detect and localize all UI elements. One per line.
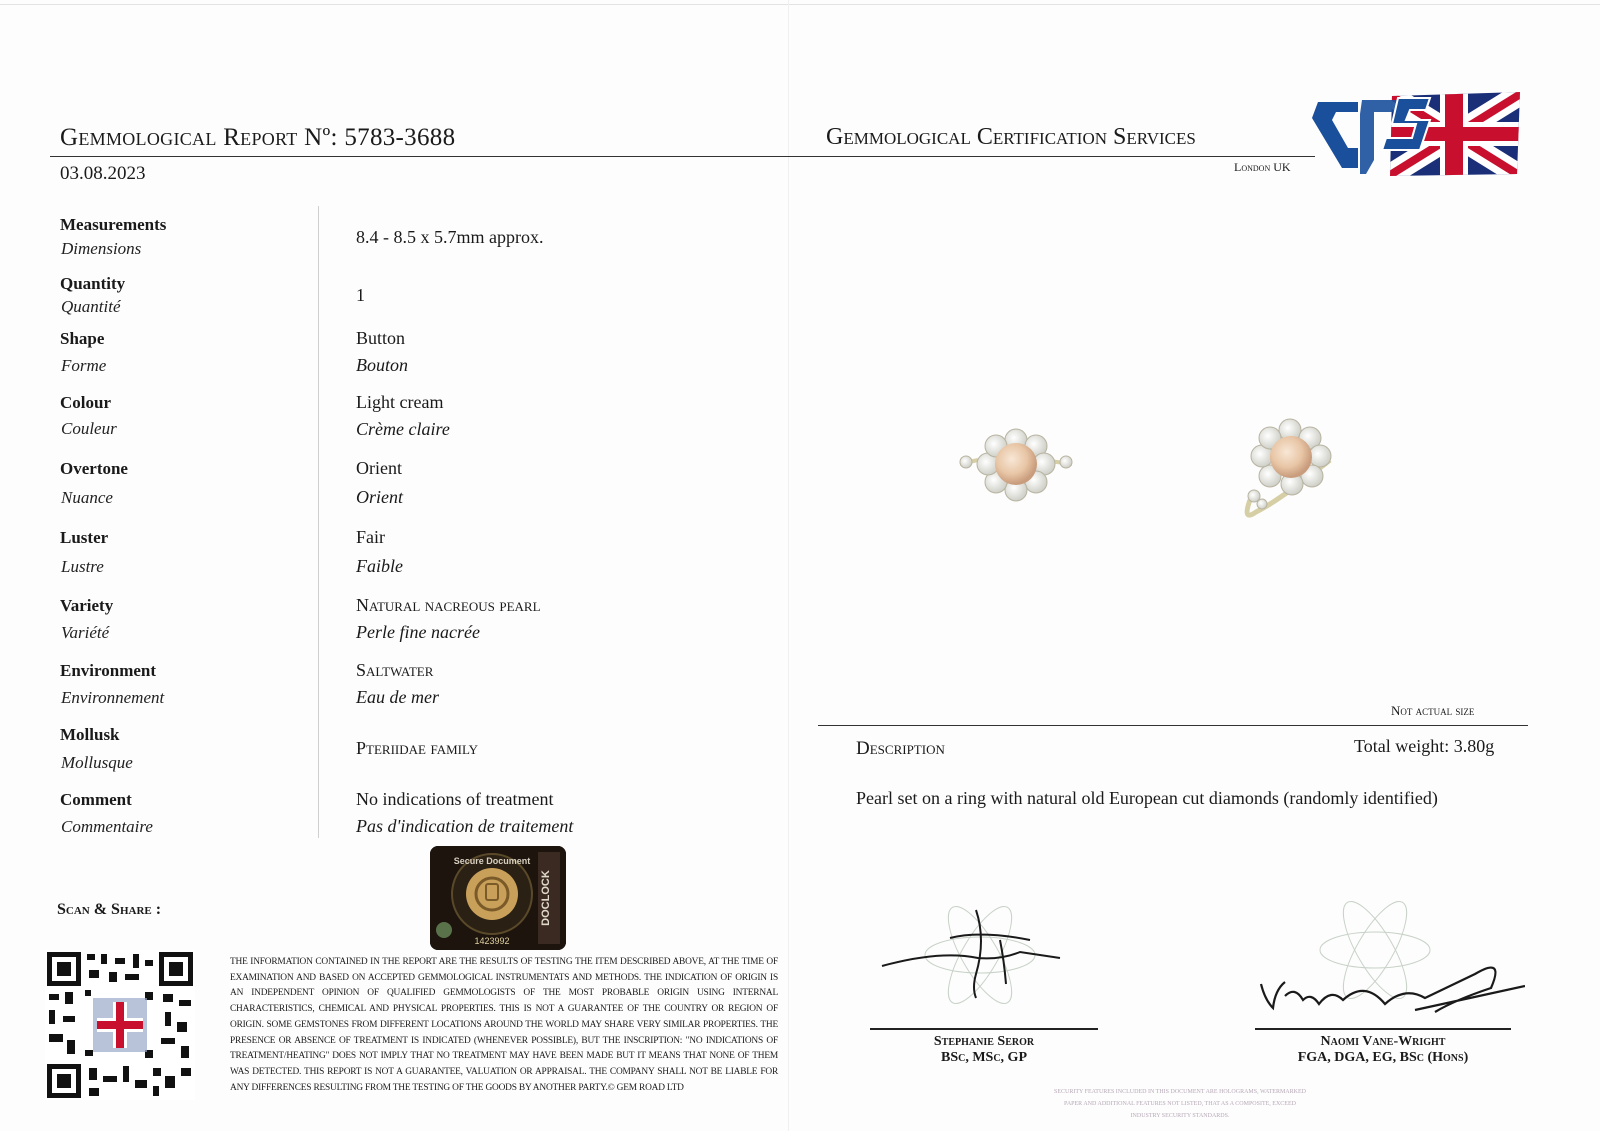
label-shape: Shape [60,329,105,348]
value-environment-fr: Eau de mer [356,687,439,707]
value-luster-fr: Faible [356,556,403,576]
signatory-1-name: Stephanie Seror [933,1034,1035,1049]
label-comment: Comment [60,790,132,809]
signature-1-line [870,1028,1098,1030]
value-overtone: Orient [356,458,402,478]
column-divider [318,206,319,838]
seal-serial: 1423992 [474,936,510,946]
label-colour: Colour [60,393,111,412]
label-quantite: Quantité [61,297,121,316]
doclock-seal [430,846,566,950]
label-nuance: Nuance [61,488,113,507]
label-measurements: Measurements [60,215,167,234]
header-rule [50,156,1315,157]
label-overtone: Overtone [60,459,128,478]
total-weight: Total weight: 3.80g [1354,736,1495,756]
value-quantity: 1 [356,285,365,305]
signature-2-line [1255,1028,1511,1030]
value-colour: Light cream [356,392,444,412]
signature-2 [1255,900,1525,1030]
ring-photo [950,400,1390,550]
label-commentaire: Commentaire [61,817,153,836]
disclaimer-text: THE INFORMATION CONTAINED IN THE REPORT ARE THE RESULTS OF TESTING THE ITEM DESCRIBED ABOVE, AT THE TIME OF EXAMINATION AND BASED ON ACCEPTED GEMMOLOGICAL INSTRUMENTATS AND METHODS. THE INDICATION OF ORIGIN IS AN INDEPENDENT OPINION OF QUALIFIED GEMMOLOGISTS OF THE MOST PROBABLE ORIGIN USING INTERNAL CHARACTERISTICS, CHEMICAL AND PHYSICAL PROPERTIES. THIS IS NOT A GUARANTEE OF THE COUNTRY OR REGION OF ORIGIN. SOME GEMSTONES FROM DIFFERENT LOCATIONS AROUND THE WORLD MAY SHARE VERY SIMILAR PROPERTIES. THE PRESENCE OR ABSENCE OF TREATMENT IS INDICATED (WHENEVER POSSIBLE), BUT THE INSCRIPTION: "NO INDICATIONS OF TREATMENT/HEATING" DOES NOT IMPLY THAT NO TREATMENT MAY HAVE BEEN MADE BUT IT MEANS THAT NONE OF THEM WAS DETECTED. THIS REPORT IS NOT A GUARANTEE, VALUATION OR APPRAISAL. THE COMPANY SHALL NOT BE LIABLE FOR ANY DIFFERENCES RESULTING FROM THE TESTING OF THE GOODS BY ANOTHER PARTY.© GEM ROAD LTD [230,957,778,1093]
label-variety: Variety [60,596,114,615]
value-measurements: 8.4 - 8.5 x 5.7mm approx. [356,227,544,247]
value-overtone-fr: Orient [356,487,403,507]
label-variete: Variété [61,623,110,642]
report-date: 03.08.2023 [60,163,146,184]
company-name: Gemmological Certification Services [826,124,1196,150]
scan-share-label: Scan & Share : [57,901,162,918]
value-variety-fr: Perle fine nacrée [356,622,480,642]
signature-1 [880,900,1080,1025]
value-comment-fr: Pas d'indication de traitement [356,816,574,836]
top-edge [0,4,1600,5]
signatory-2-quals: FGA, DGA, EG, BSc (Hons) [1297,1050,1469,1065]
signatory-1-quals: BSc, MSc, GP [940,1050,1027,1065]
value-colour-fr: Crème claire [356,419,450,439]
company-location: London UK [1234,160,1291,174]
ring-front-view [960,429,1072,501]
label-quantity: Quantity [60,274,126,293]
not-actual-size-note: Not actual size [1391,703,1475,718]
label-environment: Environment [60,661,157,680]
description-text: Pearl set on a ring with natural old European cut diamonds (randomly identified) [856,788,1438,808]
label-lustre: Lustre [61,557,104,576]
label-luster: Luster [60,528,109,547]
page-fold [788,0,789,1131]
description-label: Description [856,738,945,759]
report-title: Gemmological Report Nº: 5783-3688 [60,124,456,151]
label-forme: Forme [61,356,107,375]
gcs-logo [1312,90,1522,178]
value-environment: Saltwater [356,660,434,680]
qr-code[interactable] [45,950,195,1100]
value-luster: Fair [356,527,385,547]
seal-brand: DOCLOCK [540,870,552,926]
description-rule [818,725,1528,726]
label-mollusk: Mollusk [60,725,120,744]
signatory-2-name: Naomi Vane-Wright [1320,1034,1446,1049]
value-variety: Natural nacreous pearl [356,595,541,615]
label-environnement: Environnement [61,688,165,707]
value-shape: Button [356,328,406,348]
value-shape-fr: Bouton [356,355,408,375]
label-dimensions: Dimensions [61,239,142,258]
ring-side-view [1247,419,1331,515]
security-note: SECURITY FEATURES INCLUDED IN THIS DOCUMENT ARE HOLOGRAMS, WATERMARKED PAPER AND ADDITIONAL FEATURES NOT LISTED, THAT AS A COMPOSITE, EXCEED INDUSTRY SECURITY STANDARDS. [1054,1089,1306,1119]
seal-top-text: Secure Document [453,856,531,866]
label-mollusque: Mollusque [61,753,133,772]
value-mollusk: Pteriidae family [356,738,479,758]
label-couleur: Couleur [61,419,117,438]
value-comment: No indications of treatment [356,789,554,809]
